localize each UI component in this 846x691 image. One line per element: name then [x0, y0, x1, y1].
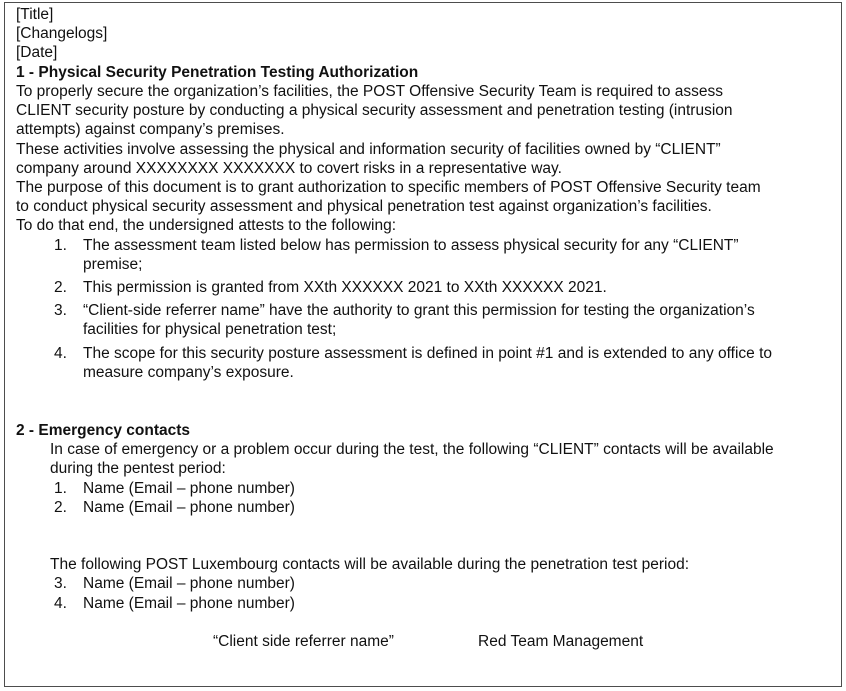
section1-paragraph: To do that end, the undersigned attests to the following:: [16, 217, 397, 234]
post-signature-label: Red Team Management: [478, 633, 644, 650]
client-signature-label: “Client side referrer name”: [213, 633, 394, 650]
list-item: The assessment team listed below has permission to assess physical security for any “CLIENT”: [83, 237, 739, 254]
section2-heading: 2 - Emergency contacts: [16, 422, 191, 439]
contact-item: Name (Email – phone number): [83, 499, 295, 516]
list-item: facilities for physical penetration test;: [83, 321, 337, 338]
contact-item: Name (Email – phone number): [83, 595, 295, 612]
section1-paragraph: CLIENT security posture by conducting a physical security assessment and penetration testing (intrusion: [16, 102, 733, 119]
section1-paragraph: To properly secure the organization’s facilities, the POST Offensive Security Team is required to assess: [16, 83, 724, 100]
doc-changelogs-placeholder: [Changelogs]: [16, 25, 108, 42]
doc-title-placeholder: [Title]: [16, 6, 54, 23]
section2-paragraph: The following POST Luxembourg contacts will be available during the penetration test period:: [50, 556, 690, 573]
contact-number: 3.: [54, 575, 67, 592]
section1-paragraph: company around XXXXXXXX XXXXXXX to covert risks in a representative way.: [16, 160, 562, 177]
section1-paragraph: These activities involve assessing the physical and information security of facilities owned by “CLIENT”: [16, 141, 721, 158]
doc-date-placeholder: [Date]: [16, 44, 58, 61]
list-item: measure company’s exposure.: [83, 364, 294, 381]
document-page: [4, 2, 842, 687]
contact-number: 1.: [54, 480, 67, 497]
section1-paragraph: The purpose of this document is to grant authorization to specific members of POST Offensive Security team: [16, 179, 761, 196]
list-item: premise;: [83, 256, 143, 273]
section2-paragraph: during the pentest period:: [50, 460, 226, 477]
list-item-number: 2.: [54, 279, 67, 296]
list-item-number: 1.: [54, 237, 67, 254]
list-item: The scope for this security posture assessment is defined in point #1 and is extended to any office to: [83, 345, 773, 362]
list-item: “Client-side referrer name” have the authority to grant this permission for testing the organization’s: [83, 302, 755, 319]
list-item: This permission is granted from XXth XXXXXX 2021 to XXth XXXXXX 2021.: [83, 279, 607, 296]
list-item-number: 3.: [54, 302, 67, 319]
section1-paragraph: to conduct physical security assessment and physical penetration test against organization’s facilities.: [16, 198, 712, 215]
section1-paragraph: attempts) against company’s premises.: [16, 121, 285, 138]
contact-item: Name (Email – phone number): [83, 575, 295, 592]
list-item-number: 4.: [54, 345, 67, 362]
section1-heading: 1 - Physical Security Penetration Testing Authorization: [16, 64, 419, 81]
contact-number: 2.: [54, 499, 67, 516]
contact-number: 4.: [54, 595, 67, 612]
contact-item: Name (Email – phone number): [83, 480, 295, 497]
section2-paragraph: In case of emergency or a problem occur during the test, the following “CLIENT” contacts will be available: [50, 441, 774, 458]
